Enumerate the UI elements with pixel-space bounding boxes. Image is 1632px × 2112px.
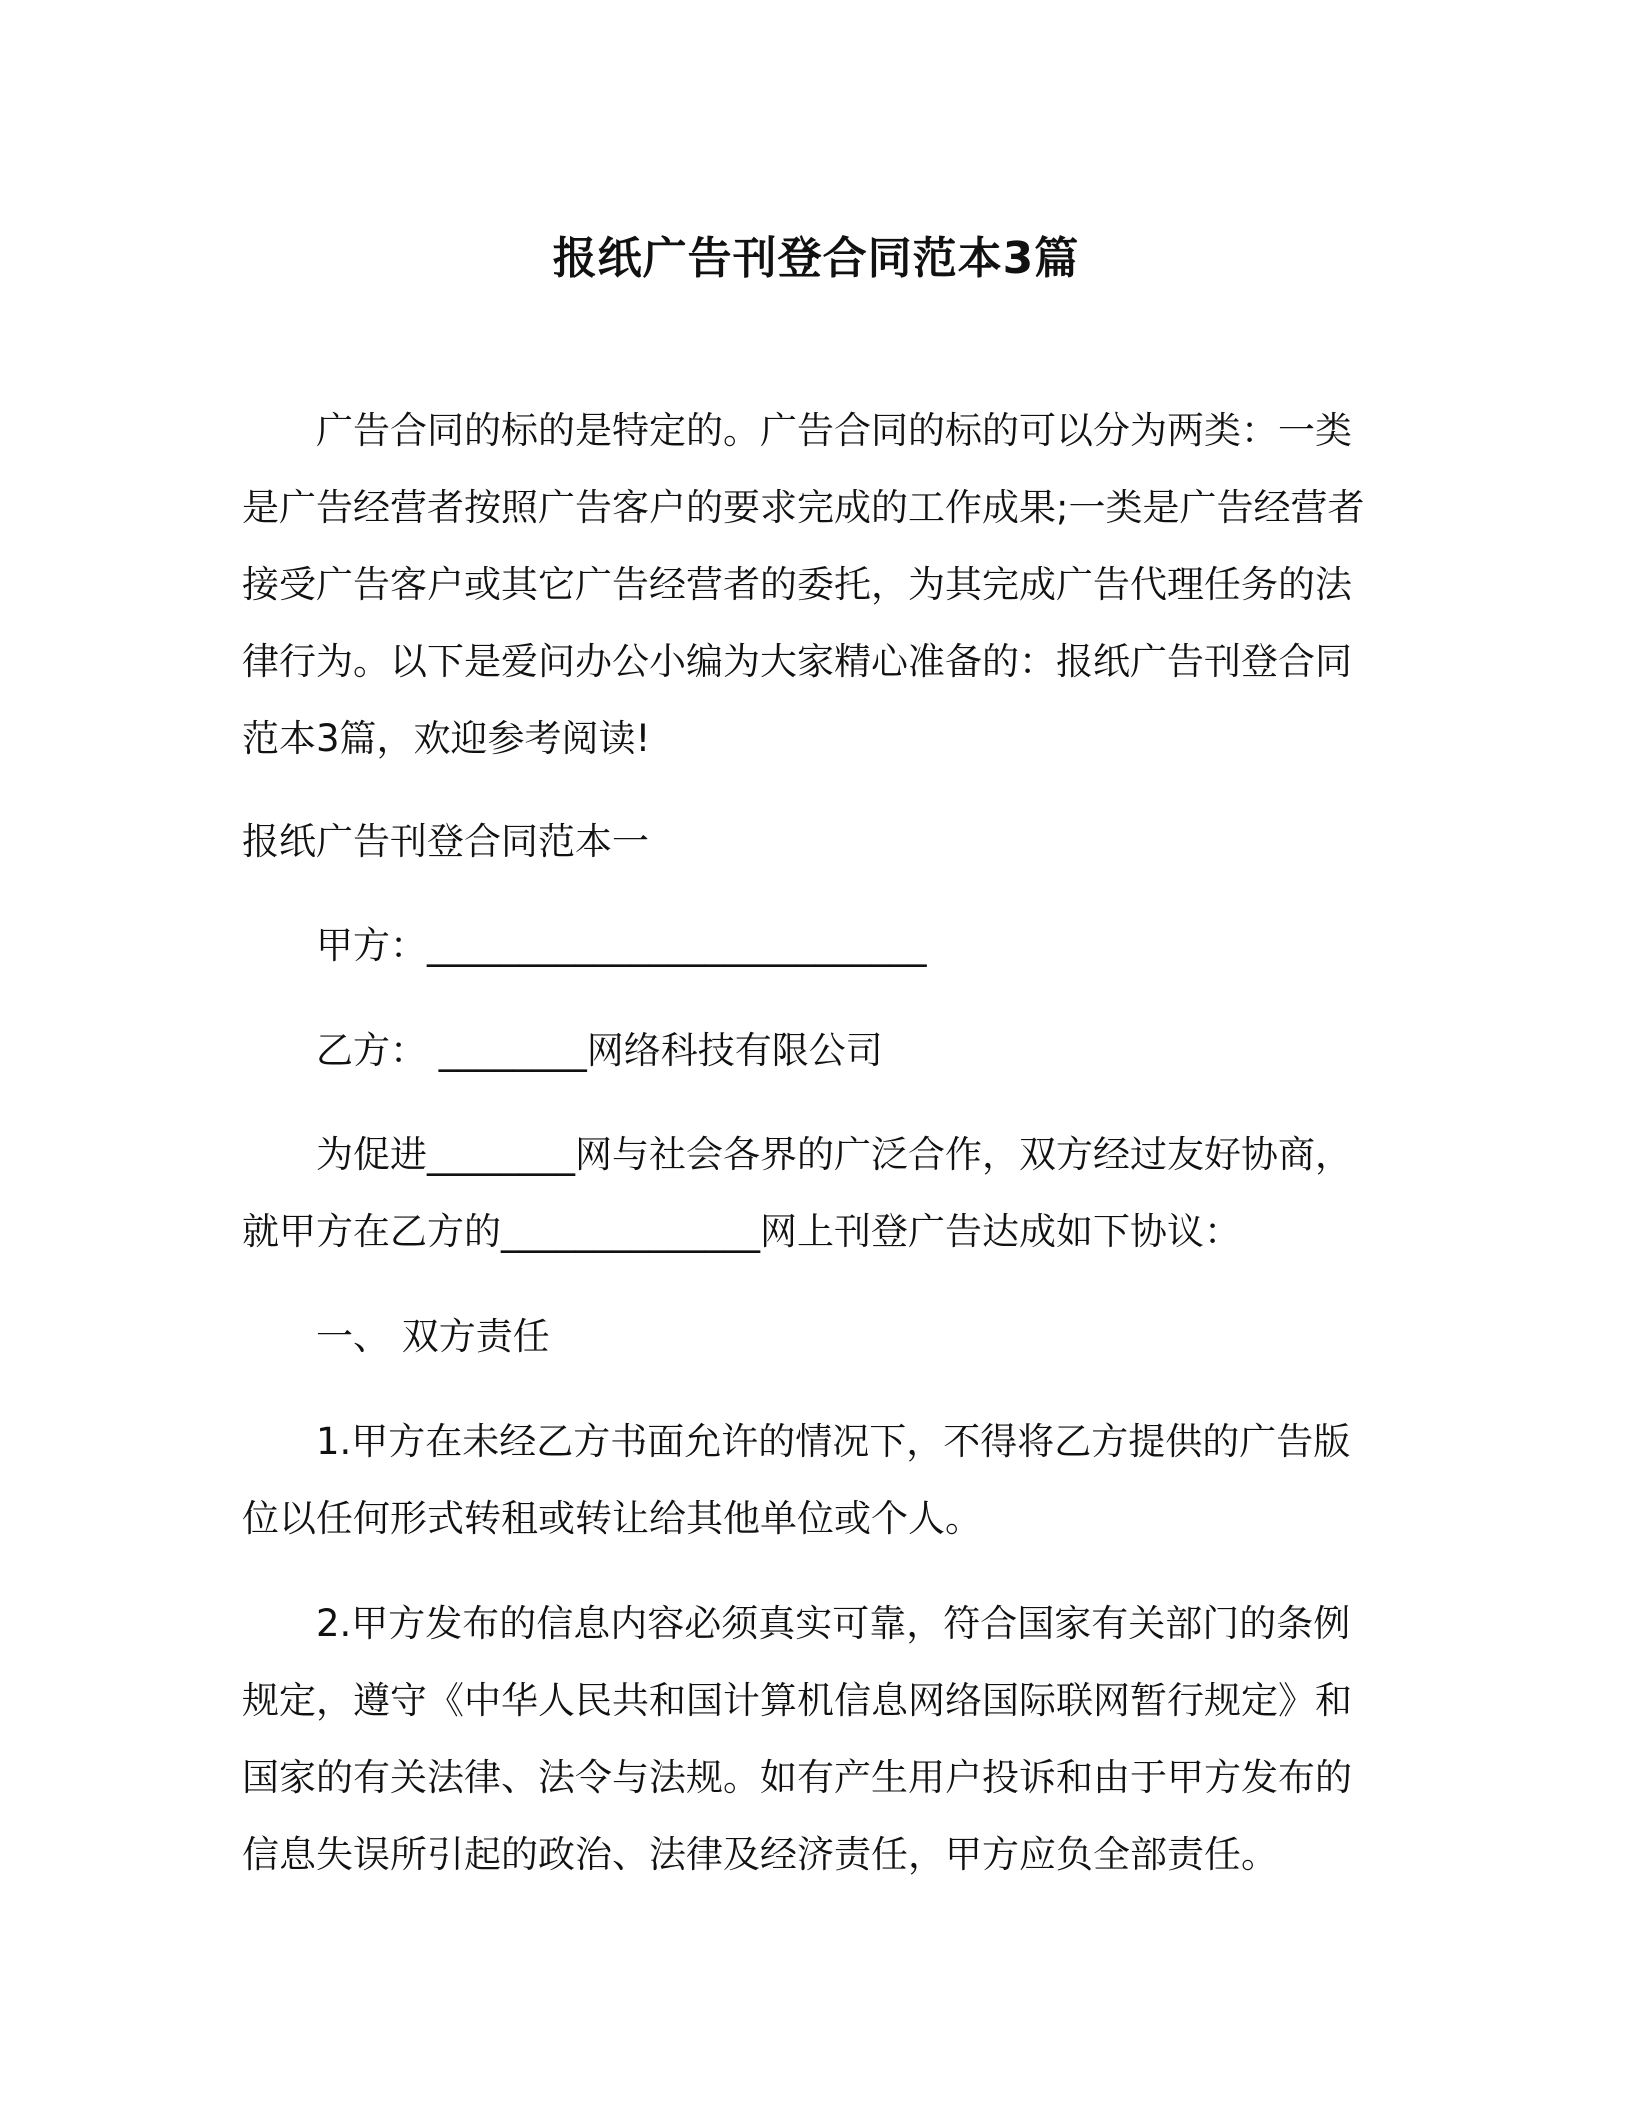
clause-1-paragraph: 1.甲方在未经乙方书面允许的情况下，不得将乙方提供的广告版位以任何形式转租或转让给其他单位或个人。 — [242, 1420, 1351, 1540]
document-body — [242, 392, 1372, 1893]
intro-paragraph: 广告合同的标的是特定的。广告合同的标的可以分为两类：一类是广告经营者按照广告客户的要求完成的工作成果;一类是广告经营者接受广告客户或其它广告经营者的委托，为其完成广告代理任务的法律行为。以下是爱问办公小编为大家精心准备的：报纸广告刊登合同范本3篇，欢迎参考阅读! — [242, 409, 1365, 760]
party-b-line: 乙方： ________网络科技有限公司 — [316, 1029, 883, 1072]
clause-heading: 一、 双方责任 — [316, 1315, 550, 1358]
purpose-paragraph: 为促进________网与社会各界的广泛合作，双方经过友好协商，就甲方在乙方的______________网上刊登广告达成如下协议： — [242, 1133, 1352, 1253]
document-title: 报纸广告刊登合同范本3篇 — [552, 233, 1080, 284]
section-heading: 报纸广告刊登合同范本一 — [242, 820, 649, 863]
clause-2-paragraph: 2.甲方发布的信息内容必须真实可靠，符合国家有关部门的条例规定，遵守《中华人民共和国计算机信息网络国际联网暂行规定》和国家的有关法律、法令与法规。如有产生用户投诉和由于甲方发布的信息失误所引起的政治、法律及经济责任，甲方应负全部责任。 — [242, 1602, 1352, 1876]
party-a-line: 甲方：___________________________ — [316, 924, 927, 967]
